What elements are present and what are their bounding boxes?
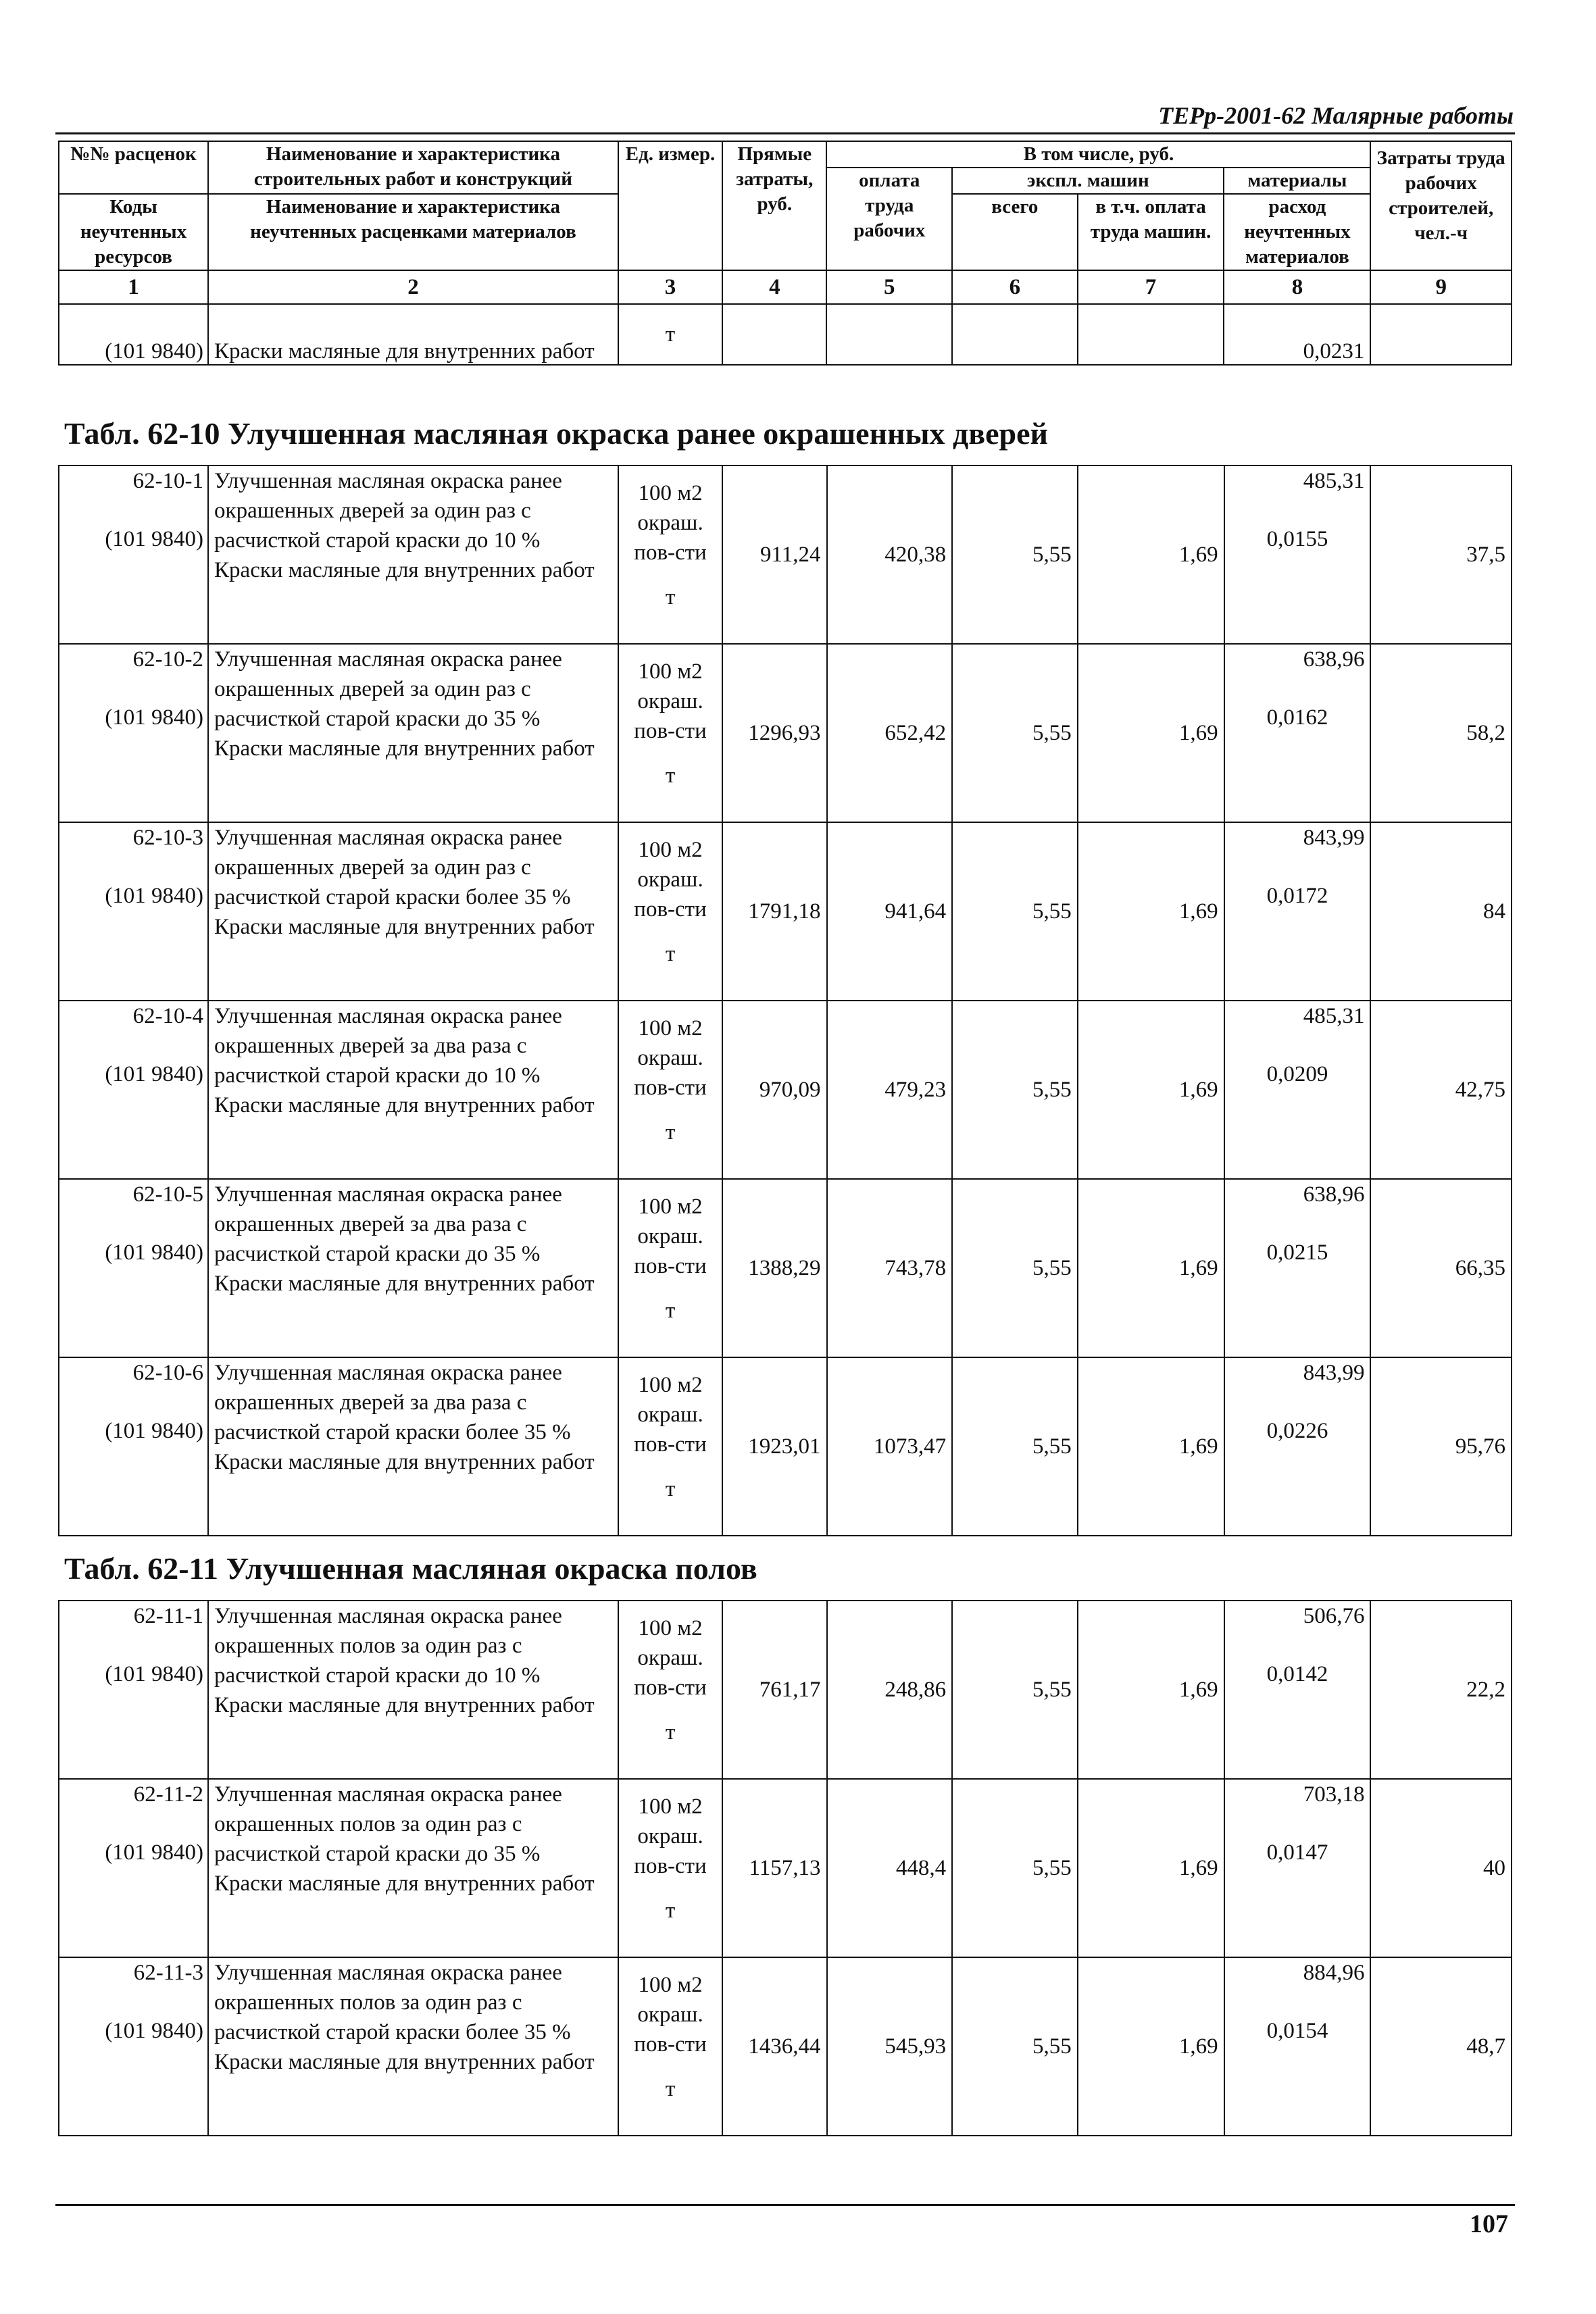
resource-quantity: 0,0162	[1266, 705, 1328, 730]
hours-cell	[1370, 466, 1512, 644]
unit: 100 м2 окраш. пов-сти	[634, 1016, 707, 1100]
resource-unit: т	[665, 1299, 676, 1323]
work-name: Улучшенная масляная окраска ранее окрашенных полов за один раз с расчисткой старой краски до 35 %	[214, 1782, 562, 1866]
section-title: Табл. 62-10 Улучшенная масляная окраска ранее окрашенных дверей	[64, 416, 1049, 451]
header-materials-group: материалы	[1224, 168, 1370, 194]
continuation-code: (101 9840)	[59, 304, 208, 365]
machine-labor-cell	[1078, 1357, 1224, 1536]
labor-value: 448,4	[895, 1856, 947, 1880]
materials-cell	[1224, 1957, 1371, 2136]
hours-cell	[1370, 1601, 1512, 1779]
hours-value: 84	[1483, 899, 1505, 924]
machine-labor-value: 1,69	[1178, 1678, 1218, 1702]
column-number: 8	[1224, 270, 1370, 304]
code-cell	[59, 1179, 208, 1357]
rate-code: 62-10-1	[132, 469, 204, 493]
continuation-row	[59, 304, 1512, 365]
materials-cell	[1224, 1601, 1371, 1779]
machines-cell	[952, 1601, 1078, 1779]
direct-value: 1923,01	[748, 1434, 821, 1459]
unit-cell	[618, 1357, 722, 1536]
empty-cell	[952, 304, 1078, 365]
machines-value: 5,55	[1032, 1078, 1072, 1102]
section-title: Табл. 62-11 Улучшенная масляная окраска полов	[64, 1551, 757, 1586]
resource-name: Краски масляные для внутренних работ	[214, 736, 595, 761]
empty-cell	[826, 304, 952, 365]
header-unit: Ед. измер.	[618, 141, 722, 270]
header-hours: Затраты труда рабочих строителей, чел.-ч	[1370, 141, 1512, 270]
materials-cell	[1224, 1779, 1371, 1957]
rate-code: 62-10-5	[132, 1182, 204, 1207]
labor-cell	[827, 1001, 953, 1179]
work-name: Улучшенная масляная окраска ранее окрашенных дверей за один раз с расчисткой старой краски более 35 %	[214, 826, 571, 909]
table-row	[59, 466, 1512, 644]
labor-cell	[827, 1779, 953, 1957]
direct-cell	[722, 1179, 826, 1357]
materials-value: 843,99	[1303, 826, 1365, 850]
resource-quantity: 0,0226	[1266, 1419, 1328, 1443]
materials-cell	[1224, 1357, 1371, 1536]
hours-value: 37,5	[1466, 543, 1505, 567]
column-number: 6	[952, 270, 1078, 304]
machine-labor-cell	[1078, 1001, 1224, 1179]
direct-value: 761,17	[759, 1678, 821, 1702]
materials-value: 638,96	[1303, 647, 1365, 672]
materials-value: 843,99	[1303, 1361, 1365, 1385]
column-number: 9	[1370, 270, 1512, 304]
work-name: Улучшенная масляная окраска ранее окрашенных дверей за два раза с расчисткой старой краски более 35 %	[214, 1361, 571, 1444]
rate-code: 62-11-3	[133, 1961, 204, 1985]
direct-cell	[722, 1601, 826, 1779]
materials-value: 703,18	[1303, 1782, 1365, 1807]
machines-cell	[952, 1179, 1078, 1357]
table-row	[59, 1779, 1512, 1957]
code-cell	[59, 466, 208, 644]
header-machine-labor: в т.ч. оплата труда машин.	[1078, 194, 1224, 270]
labor-value: 248,86	[884, 1678, 947, 1702]
machines-value: 5,55	[1032, 721, 1072, 745]
rates-table	[58, 465, 1512, 1536]
hours-cell	[1370, 1179, 1512, 1357]
direct-value: 1436,44	[748, 2034, 821, 2059]
resource-unit: т	[665, 1720, 676, 1744]
direct-value: 1791,18	[748, 899, 821, 924]
table-row	[59, 644, 1512, 822]
empty-cell	[1370, 304, 1512, 365]
unit-cell	[618, 466, 722, 644]
header-group: В том числе, руб.	[826, 141, 1370, 168]
machine-labor-value: 1,69	[1178, 2034, 1218, 2059]
header-name-bottom: Наименование и характеристика неучтенных расценками материалов	[208, 194, 618, 270]
footer-rule	[55, 2204, 1515, 2206]
resource-code: (101 9840)	[105, 705, 204, 730]
machine-labor-value: 1,69	[1178, 543, 1218, 567]
name-cell	[208, 1601, 618, 1779]
machine-labor-value: 1,69	[1178, 721, 1218, 745]
machines-cell	[952, 1357, 1078, 1536]
hours-value: 66,35	[1455, 1256, 1505, 1280]
unit: 100 м2 окраш. пов-сти	[634, 1973, 707, 2057]
machines-cell	[952, 466, 1078, 644]
work-name: Улучшенная масляная окраска ранее окрашенных полов за один раз с расчисткой старой краски более 35 %	[214, 1961, 571, 2044]
continuation-name: Краски масляные для внутренних работ	[208, 304, 618, 365]
materials-cell	[1224, 466, 1371, 644]
direct-value: 911,24	[759, 543, 821, 567]
machines-value: 5,55	[1032, 1434, 1072, 1459]
direct-cell	[722, 1001, 826, 1179]
code-cell	[59, 822, 208, 1001]
resource-name: Краски масляные для внутренних работ	[214, 1693, 595, 1717]
resource-code: (101 9840)	[105, 1840, 204, 1865]
resource-quantity: 0,0147	[1266, 1840, 1328, 1865]
resource-unit: т	[665, 942, 676, 966]
labor-cell	[827, 1601, 953, 1779]
direct-cell	[722, 644, 826, 822]
machines-cell	[952, 1001, 1078, 1179]
labor-value: 743,78	[884, 1256, 947, 1280]
hours-value: 95,76	[1455, 1434, 1505, 1459]
work-name: Улучшенная масляная окраска ранее окрашенных дверей за один раз с расчисткой старой краски до 10 %	[214, 469, 562, 553]
code-cell	[59, 1001, 208, 1179]
labor-cell	[827, 1957, 953, 2136]
machines-cell	[952, 1957, 1078, 2136]
unit-cell	[618, 644, 722, 822]
resource-code: (101 9840)	[105, 1062, 204, 1086]
work-name: Улучшенная масляная окраска ранее окрашенных дверей за один раз с расчисткой старой краски до 35 %	[214, 647, 562, 731]
column-number: 2	[208, 270, 618, 304]
hours-value: 42,75	[1455, 1078, 1505, 1102]
labor-cell	[827, 1357, 953, 1536]
resource-quantity: 0,0142	[1266, 1662, 1328, 1686]
labor-value: 545,93	[884, 2034, 947, 2059]
unit: 100 м2 окраш. пов-сти	[634, 659, 707, 743]
unit: 100 м2 окраш. пов-сти	[634, 481, 707, 565]
resource-code: (101 9840)	[105, 2019, 204, 2043]
machines-cell	[952, 822, 1078, 1001]
unit: 100 м2 окраш. пов-сти	[634, 1373, 707, 1457]
rate-code: 62-10-3	[132, 826, 204, 850]
unit-cell	[618, 1001, 722, 1179]
materials-value: 485,31	[1303, 469, 1365, 493]
machine-labor-cell	[1078, 822, 1224, 1001]
header-code-top: №№ расценок	[59, 141, 208, 194]
table-row	[59, 1357, 1512, 1536]
resource-unit: т	[665, 585, 676, 609]
work-name: Улучшенная масляная окраска ранее окрашенных дверей за два раза с расчисткой старой краски до 10 %	[214, 1004, 562, 1088]
code-cell	[59, 1357, 208, 1536]
materials-cell	[1224, 1179, 1371, 1357]
table-row	[59, 1601, 1512, 1779]
header-code-bottom: Коды неучтенных ресурсов	[59, 194, 208, 270]
hours-cell	[1370, 822, 1512, 1001]
resource-code: (101 9840)	[105, 1240, 204, 1265]
column-number: 7	[1078, 270, 1224, 304]
resource-quantity: 0,0155	[1266, 527, 1328, 551]
column-number: 1	[59, 270, 208, 304]
direct-value: 970,09	[759, 1078, 821, 1102]
labor-cell	[827, 466, 953, 644]
continuation-unit: т	[618, 304, 722, 365]
machines-value: 5,55	[1032, 2034, 1072, 2059]
name-cell	[208, 466, 618, 644]
name-cell	[208, 1179, 618, 1357]
direct-value: 1157,13	[749, 1856, 821, 1880]
direct-value: 1296,93	[748, 721, 821, 745]
machines-value: 5,55	[1032, 1856, 1072, 1880]
header-machines-total: всего	[952, 194, 1078, 270]
header-rule	[55, 132, 1515, 134]
resource-code: (101 9840)	[105, 1662, 204, 1686]
header-direct: Прямые затраты, руб.	[722, 141, 826, 270]
hours-cell	[1370, 1957, 1512, 2136]
resource-unit: т	[665, 1120, 676, 1145]
direct-cell	[722, 1779, 826, 1957]
labor-cell	[827, 644, 953, 822]
resource-name: Краски масляные для внутренних работ	[214, 2050, 595, 2074]
unit-cell	[618, 1779, 722, 1957]
header-machines-group: экспл. машин	[952, 168, 1224, 194]
labor-value: 479,23	[884, 1078, 947, 1102]
hours-value: 58,2	[1466, 721, 1505, 745]
name-cell	[208, 1357, 618, 1536]
unit-cell	[618, 1957, 722, 2136]
rate-code: 62-10-6	[132, 1361, 204, 1385]
rates-table	[58, 1600, 1512, 2136]
hours-cell	[1370, 644, 1512, 822]
materials-value: 638,96	[1303, 1182, 1365, 1207]
machines-value: 5,55	[1032, 1256, 1072, 1280]
code-cell	[59, 1601, 208, 1779]
resource-name: Краски масляные для внутренних работ	[214, 1093, 595, 1117]
direct-cell	[722, 1357, 826, 1536]
machines-cell	[952, 644, 1078, 822]
materials-cell	[1224, 1001, 1371, 1179]
unit-cell	[618, 1179, 722, 1357]
work-name: Улучшенная масляная окраска ранее окрашенных полов за один раз с расчисткой старой краски до 10 %	[214, 1604, 562, 1688]
header-labor: оплата труда рабочих	[826, 168, 952, 270]
materials-cell	[1224, 822, 1371, 1001]
resource-quantity: 0,0172	[1266, 884, 1328, 908]
name-cell	[208, 644, 618, 822]
table-row	[59, 1179, 1512, 1357]
unit-cell	[618, 822, 722, 1001]
rate-code: 62-10-2	[132, 647, 204, 672]
hours-value: 48,7	[1466, 2034, 1505, 2059]
resource-quantity: 0,0209	[1266, 1062, 1328, 1086]
resource-code: (101 9840)	[105, 884, 204, 908]
machines-value: 5,55	[1032, 899, 1072, 924]
machines-cell	[952, 1779, 1078, 1957]
column-number: 4	[722, 270, 826, 304]
resource-unit: т	[665, 1898, 676, 1923]
hours-cell	[1370, 1779, 1512, 1957]
machine-labor-cell	[1078, 1779, 1224, 1957]
materials-value: 485,31	[1303, 1004, 1365, 1028]
header-material-use: расход неучтенных материалов	[1224, 194, 1370, 270]
direct-cell	[722, 466, 826, 644]
column-header-table	[58, 141, 1512, 366]
rate-code: 62-11-2	[133, 1782, 204, 1807]
table-row	[59, 822, 1512, 1001]
resource-name: Краски масляные для внутренних работ	[214, 915, 595, 939]
name-cell	[208, 1957, 618, 2136]
continuation-material: 0,0231	[1224, 304, 1370, 365]
labor-value: 652,42	[884, 721, 947, 745]
hours-value: 22,2	[1466, 1678, 1505, 1702]
running-head: ТЕРр-2001-62 Малярные работы	[1158, 102, 1514, 129]
labor-value: 941,64	[884, 899, 947, 924]
materials-value: 506,76	[1303, 1604, 1365, 1628]
machines-value: 5,55	[1032, 1678, 1072, 1702]
hours-cell	[1370, 1357, 1512, 1536]
resource-name: Краски масляные для внутренних работ	[214, 1871, 595, 1896]
name-cell	[208, 822, 618, 1001]
name-cell	[208, 1779, 618, 1957]
machine-labor-cell	[1078, 1179, 1224, 1357]
column-number: 5	[826, 270, 952, 304]
resource-unit: т	[665, 2077, 676, 2101]
header-name-top: Наименование и характеристика строительных работ и конструкций	[208, 141, 618, 194]
code-cell	[59, 1779, 208, 1957]
machine-labor-cell	[1078, 1957, 1224, 2136]
resource-name: Краски масляные для внутренних работ	[214, 558, 595, 582]
resource-quantity: 0,0215	[1266, 1240, 1328, 1265]
machine-labor-value: 1,69	[1178, 1856, 1218, 1880]
rate-code: 62-10-4	[132, 1004, 204, 1028]
direct-cell	[722, 1957, 826, 2136]
work-name: Улучшенная масляная окраска ранее окрашенных дверей за два раза с расчисткой старой краски до 35 %	[214, 1182, 562, 1266]
unit-cell	[618, 1601, 722, 1779]
resource-unit: т	[665, 763, 676, 788]
empty-cell	[1078, 304, 1224, 365]
labor-cell	[827, 1179, 953, 1357]
resource-code: (101 9840)	[105, 1419, 204, 1443]
name-cell	[208, 1001, 618, 1179]
machine-labor-value: 1,69	[1178, 1256, 1218, 1280]
hours-cell	[1370, 1001, 1512, 1179]
labor-value: 1073,47	[873, 1434, 947, 1459]
unit: 100 м2 окраш. пов-сти	[634, 838, 707, 922]
materials-cell	[1224, 644, 1371, 822]
column-number: 3	[618, 270, 722, 304]
code-cell	[59, 644, 208, 822]
materials-value: 884,96	[1303, 1961, 1365, 1985]
direct-value: 1388,29	[748, 1256, 821, 1280]
unit: 100 м2 окраш. пов-сти	[634, 1616, 707, 1700]
hours-value: 40	[1483, 1856, 1505, 1880]
empty-cell	[722, 304, 826, 365]
labor-value: 420,38	[884, 543, 947, 567]
machine-labor-cell	[1078, 466, 1224, 644]
page-number: 107	[1470, 2210, 1508, 2238]
machine-labor-value: 1,69	[1178, 899, 1218, 924]
code-cell	[59, 1957, 208, 2136]
rate-code: 62-11-1	[133, 1604, 204, 1628]
labor-cell	[827, 822, 953, 1001]
unit: 100 м2 окраш. пов-сти	[634, 1794, 707, 1878]
resource-name: Краски масляные для внутренних работ	[214, 1450, 595, 1474]
resource-unit: т	[665, 1477, 676, 1501]
resource-code: (101 9840)	[105, 527, 204, 551]
resource-quantity: 0,0154	[1266, 2019, 1328, 2043]
machine-labor-cell	[1078, 644, 1224, 822]
unit: 100 м2 окраш. пов-сти	[634, 1194, 707, 1278]
machines-value: 5,55	[1032, 543, 1072, 567]
machine-labor-cell	[1078, 1601, 1224, 1779]
table-row	[59, 1957, 1512, 2136]
direct-cell	[722, 822, 826, 1001]
machine-labor-value: 1,69	[1178, 1434, 1218, 1459]
column-number-row	[59, 270, 1512, 304]
resource-name: Краски масляные для внутренних работ	[214, 1272, 595, 1296]
machine-labor-value: 1,69	[1178, 1078, 1218, 1102]
table-row	[59, 1001, 1512, 1179]
